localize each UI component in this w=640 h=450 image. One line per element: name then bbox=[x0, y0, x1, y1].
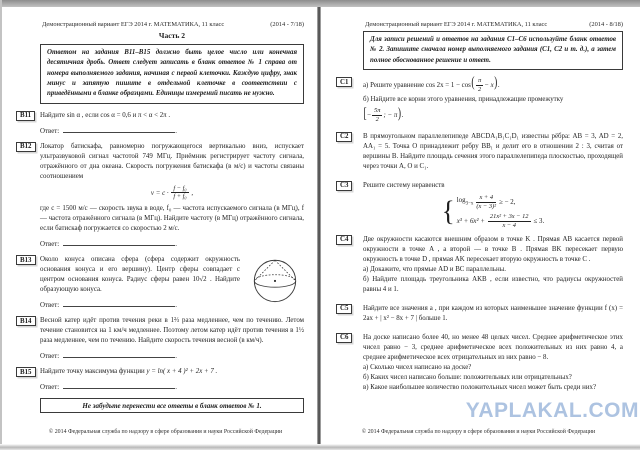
formula-comma: , bbox=[191, 189, 194, 197]
row1-relation: ≥ − 2, bbox=[499, 198, 516, 206]
problem-c4-part-a: а) Докажите, что прямые AD и BC параллельны. bbox=[363, 265, 506, 273]
problem-c4 bbox=[340, 235, 623, 295]
interval-rest: ; − π bbox=[383, 112, 398, 120]
problem-c6 bbox=[340, 333, 623, 393]
problem-c6-text: На доске написано более 40, но менее 48 целых чисел. Среднее арифметическое этих чисел равно − 3, среднее арифметическое всех положительных из них равно 4, а среднее арифметическое всех отрицательных из них равно − 8. bbox=[363, 333, 623, 361]
problem-c6-part-c: в) Какое наибольшее количество положительных чисел может быть среди них? bbox=[363, 383, 597, 391]
answer-row-b14 bbox=[40, 351, 304, 360]
cone-in-sphere-figure bbox=[246, 255, 304, 305]
answer-blank-line bbox=[63, 239, 177, 249]
answer-row-b15 bbox=[40, 382, 304, 391]
c1-a-text: а) Решите уравнение cos 2x = 1 − cos bbox=[363, 81, 471, 89]
answer-row-b12 bbox=[40, 239, 304, 248]
page-footer: © 2014 Федеральная служба по надзору в сфере образования и науки Российской Федерации bbox=[361, 429, 596, 435]
fraction bbox=[171, 185, 188, 201]
running-head bbox=[363, 21, 623, 28]
system-brace: { bbox=[441, 195, 455, 227]
problem-c3-intro: Решите систему неравенств bbox=[363, 181, 445, 189]
log-function bbox=[457, 197, 474, 206]
fraction-denominator: x − 4 bbox=[502, 221, 516, 229]
fraction bbox=[488, 213, 531, 229]
watermark: YAPLAKAL.COM bbox=[465, 399, 639, 422]
answer-blank-line bbox=[63, 382, 177, 392]
problem-b15 bbox=[20, 367, 304, 392]
answer-label: Ответ: bbox=[40, 384, 60, 392]
problem-c2-label: С2 bbox=[336, 132, 352, 142]
problem-b13-body bbox=[40, 255, 304, 295]
close-paren: ) bbox=[397, 106, 401, 123]
problem-c6-part-a: а) Сколько чисел написано на доске? bbox=[363, 363, 472, 371]
problem-c3-label: С3 bbox=[336, 181, 352, 191]
answer-blank-line bbox=[63, 300, 177, 310]
fraction-numerator: π bbox=[478, 77, 482, 85]
problem-b11-label: В11 bbox=[16, 111, 35, 121]
fraction-denominator: (x − 3)² bbox=[476, 202, 497, 210]
row2-relation: ≤ 3. bbox=[533, 217, 545, 225]
problem-b15-label: В15 bbox=[16, 367, 36, 377]
problem-b12-label: В12 bbox=[16, 142, 36, 152]
interval-period: . bbox=[401, 112, 404, 120]
row2-polynomial: x³ + 6x² + bbox=[456, 217, 485, 225]
problem-c6-label: С6 bbox=[336, 333, 352, 343]
problem-b15-formula: y = ln( x + 4 )² + 2x + 7 . bbox=[146, 368, 218, 376]
problem-b13-label: В13 bbox=[16, 255, 36, 265]
problem-c1 bbox=[340, 76, 623, 124]
problem-b11-text: Найдите sin α , если cos α = 0,6 и π < α < 2π . bbox=[40, 111, 171, 119]
system-row-1 bbox=[457, 194, 544, 210]
exam-page-left bbox=[2, 7, 317, 444]
answer-period: . bbox=[175, 384, 177, 392]
problem-c5 bbox=[340, 304, 623, 324]
formula-lhs: v = c · bbox=[150, 189, 169, 197]
fraction-numerator: 21x² + 3x − 12 bbox=[489, 213, 529, 221]
interval-minus: − bbox=[367, 112, 372, 120]
answer-period: . bbox=[175, 353, 177, 361]
problem-c5-text: Найдите все значения a , при каждом из которых наименьшее значение функции f (x) = 2ax + | x² − 8x + 7 | больше 1. bbox=[363, 304, 623, 322]
running-head bbox=[40, 21, 304, 28]
inequality-system bbox=[363, 194, 623, 230]
fraction-denominator: 2 bbox=[375, 116, 379, 124]
fraction-numerator: x + 4 bbox=[476, 194, 496, 203]
problem-c2 bbox=[340, 132, 623, 172]
scan-bottom-bar bbox=[0, 444, 640, 450]
problem-c2-text: В прямоугольном параллелепипеде ABCDA₁B₁C₁D₁ известны рёбра: AB = 3, AD = 2, AA₁ = 5. Точка O принадлежит ребру BB₁ и делит его в отношении 2 : 3, считая от вершины B. Найдите площадь сечения этого параллелепипеда плоскостью, проходящей через точки A, O и C₁. bbox=[363, 132, 623, 170]
answer-blank-line bbox=[63, 126, 175, 133]
fraction bbox=[372, 107, 382, 123]
fraction bbox=[476, 194, 496, 210]
fraction-numerator: f − f₀ bbox=[173, 184, 187, 192]
fraction-numerator: 5π bbox=[374, 107, 381, 115]
problem-b14-label: В14 bbox=[16, 316, 36, 326]
problem-b15-text: Найдите точку максимума функции bbox=[40, 368, 145, 376]
problem-b12-formula bbox=[40, 185, 304, 201]
answer-label: Ответ: bbox=[40, 353, 60, 361]
problem-b12-text-1: Локатор батискафа, равномерно погружающегося вертикально вниз, испускает ультразвуковой сигнал частотой 749 МГц. Приёмник регистрирует частоту сигнала, отражённого от дна океана. Скорость погружения батискафа (в м/с) и частоты связаны соотношением bbox=[40, 142, 304, 180]
problem-c6-part-b: б) Каких чисел написано больше: положительных или отрицательных? bbox=[363, 373, 572, 381]
answer-label: Ответ: bbox=[40, 127, 60, 135]
answer-blank-line bbox=[63, 351, 177, 361]
answer-period: . bbox=[175, 302, 177, 310]
problem-b13-text: Около конуса описана сфера (сфера содержит окружность основания конуса и его вершину). Центр сферы совпадает с центром основания конуса. Радиус сферы равен 10√2 . Найдите образующую конуса. bbox=[40, 256, 240, 294]
close-paren: ) bbox=[494, 76, 498, 92]
exam-page-right bbox=[321, 7, 636, 444]
problem-b15-body bbox=[40, 367, 304, 377]
problem-b14 bbox=[20, 316, 304, 361]
part-title: Часть 2 bbox=[158, 31, 186, 40]
problem-c4-label: С4 bbox=[336, 235, 352, 245]
problem-c1-part-b: б) Найдите все корни этого уравнения, принадлежащие промежутку bbox=[363, 96, 564, 104]
fraction-denominator: 2 bbox=[478, 85, 482, 93]
problem-b12-text-2: где c = 1500 м/с — скорость звука в воде, f₀ — частота испускаемого сигнала (в МГц), f — частота отражённого сигнала (в МГц). Найдите частоту (в МГц) отражённого сигнала, если батискаф погружается со скоростью 2 м/с. bbox=[40, 205, 304, 233]
problem-c1-part-a bbox=[363, 77, 623, 93]
open-bracket: [ bbox=[363, 106, 367, 123]
instructions-box: Для записи решений и ответов на задания С1–С6 используйте бланк ответов № 2. Запишите сначала номер выполняемого задания (С1, С2 и т. д.), а затем полное обоснованное решение и ответ. bbox=[363, 31, 623, 70]
reminder-box: Не забудьте перенести все ответы в бланк ответов № 1. bbox=[40, 398, 304, 413]
problem-c3 bbox=[340, 181, 623, 230]
answer-row-b11 bbox=[40, 126, 304, 135]
problem-c1-label: С1 bbox=[336, 77, 352, 87]
answer-label: Ответ: bbox=[40, 302, 60, 310]
problem-b13 bbox=[20, 255, 304, 310]
problem-b14-text: Весной катер идёт против течения реки в 1⅔ раза медленнее, чем по течению. Летом течение становится на 1 км/ч медленнее. Поэтому летом катер идёт против течения в 1½ раза медленнее, чем по течению. Найдите скорость течения весной (в км/ч). bbox=[40, 317, 304, 345]
problem-b12 bbox=[20, 142, 304, 249]
problem-c1-interval bbox=[363, 107, 623, 123]
system-row-2 bbox=[457, 213, 544, 229]
running-head-page-number: (2014 - 8/18) bbox=[589, 21, 623, 28]
page-footer: © 2014 Федеральная служба по надзору в сфере образования и науки Российской Федерации bbox=[48, 429, 283, 435]
problem-c4-part-b: б) Найдите площадь треугольника AKB , если известно, что радиусы окружностей равны 4 и 1. bbox=[363, 275, 623, 293]
open-paren: ( bbox=[471, 76, 475, 92]
c1-a-period: . bbox=[497, 81, 500, 89]
problem-b11 bbox=[20, 111, 304, 135]
running-head-title: Демонстрационный вариант ЕГЭ 2014 г. МАТЕМАТИКА, 11 класс bbox=[42, 21, 225, 28]
problem-c4-text: Две окружности касаются внешним образом в точке K . Прямая AB касается первой окружности в точке A , а второй — в точке B . Прямая BK пересекает первую окружность в точке D , прямая AK пересекает вторую окружность в точке C . bbox=[363, 235, 623, 263]
answer-label: Ответ: bbox=[40, 241, 60, 249]
running-head-page-number: (2014 - 7/18) bbox=[270, 21, 304, 28]
fraction bbox=[476, 77, 483, 93]
log-label: log bbox=[456, 197, 466, 205]
problem-c5-label: С5 bbox=[336, 304, 352, 314]
running-head-title: Демонстрационный вариант ЕГЭ 2014 г. МАТЕМАТИКА, 11 класс bbox=[365, 21, 548, 28]
answer-period: . bbox=[175, 241, 177, 249]
answer-period: . bbox=[175, 127, 177, 135]
log-base: 3−x bbox=[465, 201, 474, 207]
scan-top-bar bbox=[0, 0, 640, 7]
c1-a-tail: − x bbox=[484, 81, 494, 89]
fraction-denominator: f + f₀ bbox=[173, 193, 187, 201]
instructions-box: Ответом на задания В11–В15 должно быть целое число или конечная десятичная дробь. Ответ следует записать в бланк ответов № 1 справа от номера выполняемого задания, начиная с первой клеточки. Каждую цифру, знак минус и запятую пишите в отдельной клеточке в соответствии с приведёнными в бланке образцами. Единицы измерений писать не нужно. bbox=[40, 44, 304, 104]
